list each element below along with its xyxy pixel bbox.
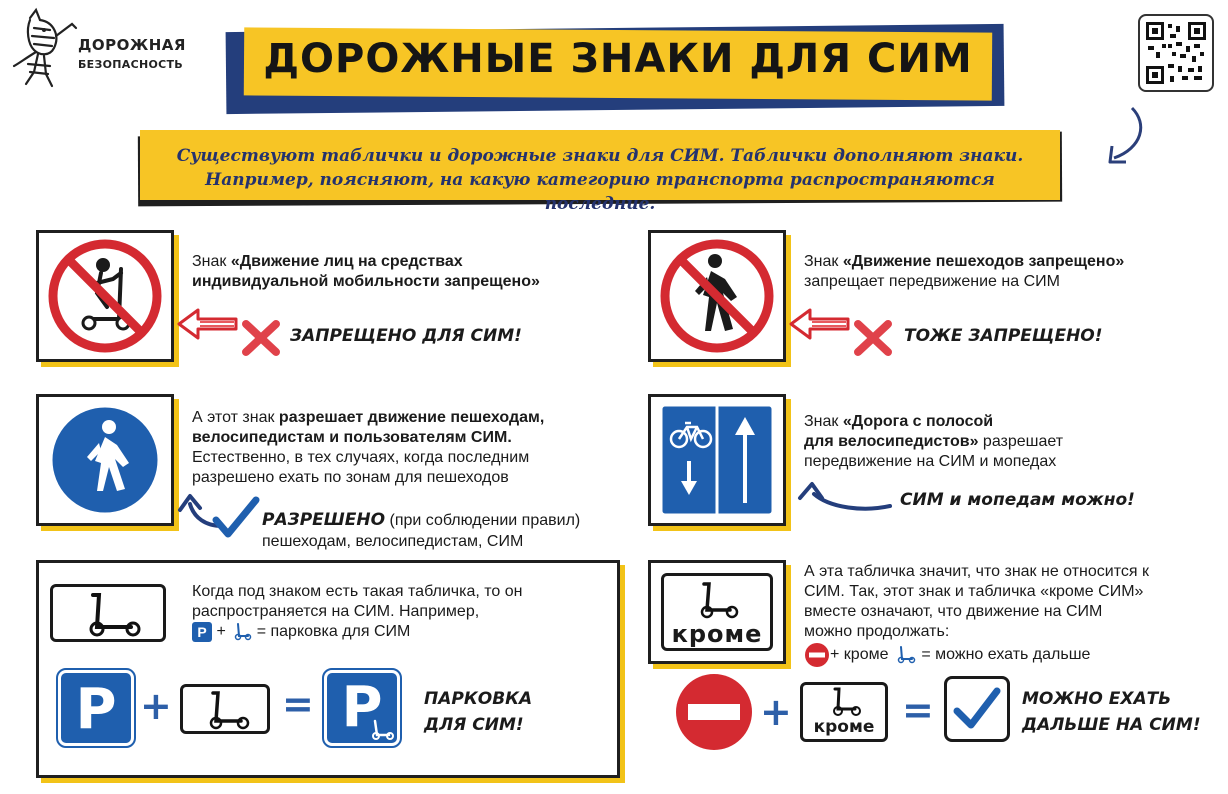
intro-text [150, 144, 1050, 216]
arrow-left-red-icon [788, 306, 850, 342]
intro-line1: Существуют таблички и дорожные знаки для СИМ. Таблички дополняют знаки. [176, 146, 1024, 166]
krome-verdict-2: ДАЛЬШЕ НА СИМ! [1022, 715, 1201, 735]
plus-sign: + [140, 684, 172, 728]
sim-plate-eq-tail: = парковка для СИМ [252, 623, 411, 641]
bike-lane-tail: разрешает [978, 433, 1064, 450]
equals-sign: = [902, 688, 934, 732]
krome-l2: СИМ. Так, этот знак и табличка «кроме СИМ» [804, 583, 1144, 600]
parking-sign: P [58, 670, 134, 746]
scooter-icon [686, 580, 750, 620]
krome-l3: вместе означают, что движение на СИМ [804, 603, 1103, 620]
sim-prohibited-sign-icon [39, 233, 171, 359]
pedestrian-zone-l1b: разрешает движение пешеходам, [278, 409, 545, 426]
logo-text [78, 36, 186, 71]
plus-sign: + [760, 690, 792, 734]
krome-plate [661, 573, 773, 651]
pedestrian-prohibited-sign-frame [648, 230, 786, 362]
krome-l5a: + кроме [830, 646, 893, 664]
krome-plate-small [800, 682, 888, 742]
pedestrian-zone-verdict [262, 510, 642, 552]
pedestrian-zone-verdict-line2: пешеходам, велосипедистам, СИМ [262, 533, 524, 550]
pedestrian-prohibited-l2: запрещает передвижение на СИМ [804, 273, 1060, 290]
scooter-icon [53, 587, 163, 639]
sim-prohibited-prefix: Знак [192, 253, 231, 270]
sim-prohibited-name-2: индивидуальной мобильности запрещено» [192, 273, 540, 290]
qr-code-icon [1146, 22, 1206, 84]
krome-l4: можно продолжать: [804, 623, 950, 640]
bike-lane-name-2: для велосипедистов» [804, 433, 979, 450]
bike-lane-l3: передвижение на СИМ и мопедах [804, 453, 1057, 470]
sim-plate-l2: распространяется на СИМ. Например, [192, 603, 480, 620]
check-mark-icon [947, 679, 1007, 739]
scooter-mini-icon [893, 645, 917, 665]
krome-label-small: кроме [813, 717, 875, 737]
cross-mark-icon [852, 318, 894, 358]
bike-lane-name-1: «Дорога с полосой [842, 413, 994, 430]
pedestrian-zone-l3: Естественно, в тех случаях, когда последним [192, 449, 530, 466]
bike-lane-sign-frame [648, 394, 786, 526]
pedestrian-zone-verdict-main: РАЗРЕШЕНО [262, 510, 386, 530]
zebra-mascot-icon [10, 6, 80, 92]
pedestrian-path-sign-icon [39, 397, 171, 523]
curved-arrow-icon [1092, 104, 1152, 168]
equals-sign: = [282, 682, 314, 726]
pedestrian-prohibited-sign-icon [651, 233, 783, 359]
sim-plate-l1: Когда под знаком есть такая табличка, то он [192, 583, 523, 600]
krome-label: кроме [671, 620, 763, 648]
pedestrian-prohibited-name: «Движение пешеходов запрещено» [842, 253, 1125, 270]
sim-prohibited-sign-frame [36, 230, 174, 362]
scooter-white-icon [367, 719, 395, 741]
sim-plate-small [180, 684, 270, 734]
sim-parking-letter: P [341, 675, 383, 740]
scooter-icon [821, 687, 869, 717]
scooter-mini-icon [230, 623, 252, 641]
pedestrian-zone-sign-frame [36, 394, 174, 526]
pedestrian-zone-verdict-note: (при соблюдении правил) [385, 512, 581, 529]
pedestrian-zone-description [192, 408, 622, 488]
bike-lane-description [804, 412, 1214, 472]
krome-verdict [1022, 686, 1201, 738]
sim-plate-plus-mini: + [216, 623, 226, 641]
pedestrian-zone-l2: велосипедистам и пользователям СИМ. [192, 429, 512, 446]
krome-description [804, 562, 1218, 668]
sim-parking-sign [324, 670, 400, 746]
check-mark-icon [212, 496, 260, 540]
krome-l5b: = можно ехать дальше [916, 646, 1091, 664]
parking-mini-icon: P [192, 622, 212, 642]
pedestrian-zone-l1a: А этот знак [192, 409, 279, 426]
qr-code[interactable] [1138, 14, 1214, 92]
sim-plate [50, 584, 166, 642]
pedestrian-prohibited-prefix: Знак [804, 253, 843, 270]
bike-lane-prefix: Знак [804, 413, 843, 430]
page-title: ДОРОЖНЫЕ ЗНАКИ ДЛЯ СИМ [263, 36, 973, 82]
sim-prohibited-description [192, 252, 612, 292]
no-entry-sign-icon [674, 672, 754, 752]
curved-arrow-blue-icon [794, 476, 894, 516]
sim-prohibited-verdict: ЗАПРЕЩЕНО ДЛЯ СИМ! [290, 326, 522, 346]
parking-verdict [424, 686, 532, 738]
allowed-result-box [944, 676, 1010, 742]
parking-verdict-2: ДЛЯ СИМ! [424, 715, 524, 735]
sim-prohibited-name-1: «Движение лиц на средствах [230, 253, 463, 270]
scooter-icon [183, 687, 267, 731]
logo-line1: ДОРОЖНАЯ [78, 36, 186, 54]
logo-line2: БЕЗОПАСНОСТЬ [78, 58, 183, 71]
cross-mark-icon [240, 318, 282, 358]
no-entry-mini-icon [804, 642, 830, 668]
arrow-left-red-icon [176, 306, 238, 342]
pedestrian-prohibited-verdict: ТОЖЕ ЗАПРЕЩЕНО! [904, 326, 1103, 346]
sim-plate-description [192, 582, 612, 642]
krome-plate-frame [648, 560, 786, 664]
parking-verdict-1: ПАРКОВКА [424, 689, 533, 709]
pedestrian-prohibited-description [804, 252, 1214, 292]
bike-lane-sign-icon [651, 397, 783, 523]
krome-l1: А эта табличка значит, что знак не относится к [804, 563, 1149, 580]
pedestrian-zone-l4: разрешено ехать по зонам для пешеходов [192, 469, 509, 486]
intro-line2: Например, поясняют, на какую категорию транспорта распространяются последние. [205, 170, 995, 214]
krome-verdict-1: МОЖНО ЕХАТЬ [1022, 689, 1172, 709]
bike-lane-verdict: СИМ и мопедам можно! [900, 490, 1135, 510]
